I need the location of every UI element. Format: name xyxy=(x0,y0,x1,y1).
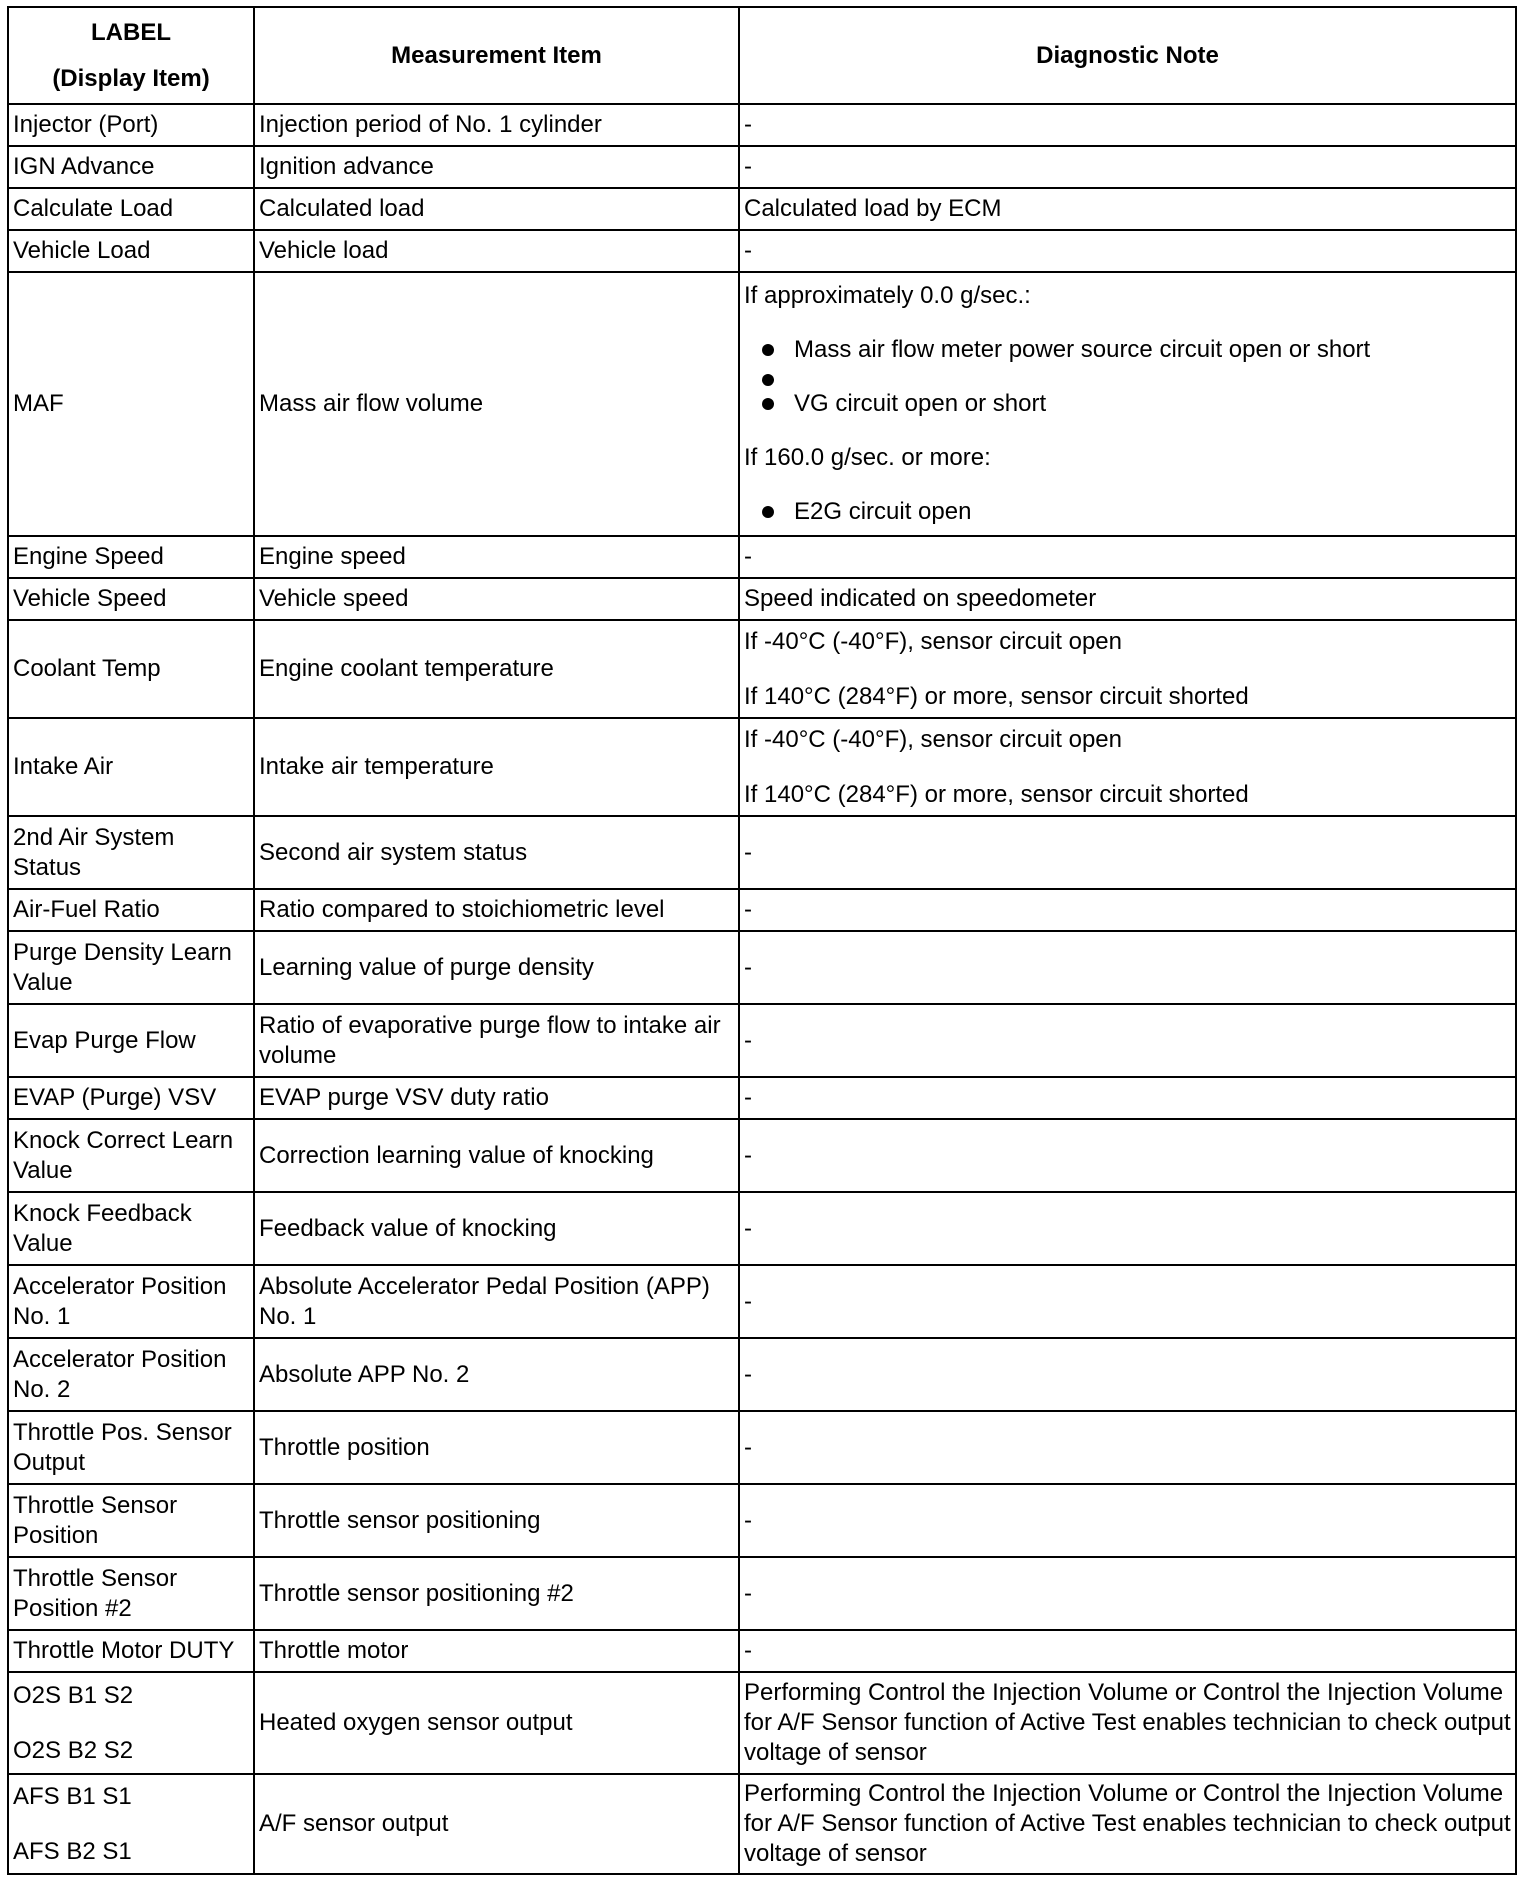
table-row xyxy=(8,1672,1516,1774)
label-cell: Accelerator Position No. 1 xyxy=(8,1265,254,1338)
table-row xyxy=(8,889,1516,931)
table-row xyxy=(8,1557,1516,1630)
label-cell: Throttle Sensor Position #2 xyxy=(8,1557,254,1630)
label-line: O2S B2 S2 xyxy=(13,1736,134,1764)
label-cell: Intake Air xyxy=(8,718,254,816)
note-cell: - xyxy=(739,1119,1516,1192)
note-cell: - xyxy=(739,230,1516,272)
label-cell: Evap Purge Flow xyxy=(8,1004,254,1077)
table-row xyxy=(8,1077,1516,1119)
measurement-cell: Learning value of purge density xyxy=(254,931,739,1004)
bullet-item: E2G circuit open xyxy=(762,497,1511,527)
table-row xyxy=(8,1004,1516,1077)
header-diagnostic-note: Diagnostic Note xyxy=(739,7,1516,104)
label-cell: MAF xyxy=(8,272,254,536)
label-cell: EVAP (Purge) VSV xyxy=(8,1077,254,1119)
label-line: AFS B2 S1 xyxy=(13,1837,132,1865)
note-cell: - xyxy=(739,1411,1516,1484)
header-label-line1: LABEL xyxy=(91,18,171,46)
note-cell: - xyxy=(739,1484,1516,1557)
label-cell: Air-Fuel Ratio xyxy=(8,889,254,931)
measurement-cell: Second air system status xyxy=(254,816,739,889)
note-line: If -40°C (-40°F), sensor circuit open xyxy=(744,627,1122,655)
measurement-cell: A/F sensor output xyxy=(254,1774,739,1874)
table-row xyxy=(8,816,1516,889)
header-label-line2: (Display Item) xyxy=(52,64,210,92)
measurement-cell: Vehicle load xyxy=(254,230,739,272)
label-cell: Calculate Load xyxy=(8,188,254,230)
header-row xyxy=(8,7,1516,104)
measurement-cell: Engine coolant temperature xyxy=(254,620,739,718)
measurement-cell: Ignition advance xyxy=(254,146,739,188)
label-cell xyxy=(8,1672,254,1774)
note-line: If approximately 0.0 g/sec.: xyxy=(744,282,1031,309)
table-row xyxy=(8,146,1516,188)
bullet-list xyxy=(744,335,1511,419)
table-row xyxy=(8,1630,1516,1672)
note-cell: Speed indicated on speedometer xyxy=(739,578,1516,620)
measurement-cell: EVAP purge VSV duty ratio xyxy=(254,1077,739,1119)
header-label xyxy=(8,7,254,104)
note-cell: - xyxy=(739,1077,1516,1119)
table-row xyxy=(8,104,1516,146)
table-row xyxy=(8,1338,1516,1411)
measurement-cell: Throttle sensor positioning xyxy=(254,1484,739,1557)
table-row xyxy=(8,188,1516,230)
note-cell xyxy=(739,718,1516,816)
bullet-list xyxy=(744,497,1511,527)
measurement-cell: Throttle motor xyxy=(254,1630,739,1672)
label-cell: Knock Correct Learn Value xyxy=(8,1119,254,1192)
measurement-cell: Absolute Accelerator Pedal Position (APP) No. 1 xyxy=(254,1265,739,1338)
data-list-table xyxy=(7,6,1517,1875)
measurement-cell: Vehicle speed xyxy=(254,578,739,620)
note-cell xyxy=(739,272,1516,536)
table-row xyxy=(8,230,1516,272)
measurement-cell: Absolute APP No. 2 xyxy=(254,1338,739,1411)
label-cell: Purge Density Learn Value xyxy=(8,931,254,1004)
measurement-cell: Injection period of No. 1 cylinder xyxy=(254,104,739,146)
label-cell: Engine Speed xyxy=(8,536,254,578)
label-cell xyxy=(8,1774,254,1874)
measurement-cell: Correction learning value of knocking xyxy=(254,1119,739,1192)
note-cell: - xyxy=(739,536,1516,578)
measurement-cell: Mass air flow volume xyxy=(254,272,739,536)
table-row xyxy=(8,1119,1516,1192)
table-row xyxy=(8,272,1516,536)
table-row xyxy=(8,718,1516,816)
measurement-cell: Ratio compared to stoichiometric level xyxy=(254,889,739,931)
note-cell: - xyxy=(739,1630,1516,1672)
label-cell: Throttle Motor DUTY xyxy=(8,1630,254,1672)
note-cell: - xyxy=(739,1265,1516,1338)
header-measurement-item: Measurement Item xyxy=(254,7,739,104)
table-row xyxy=(8,620,1516,718)
table-row xyxy=(8,931,1516,1004)
note-cell: - xyxy=(739,816,1516,889)
note-cell: - xyxy=(739,1192,1516,1265)
label-cell: IGN Advance xyxy=(8,146,254,188)
table-row xyxy=(8,578,1516,620)
table-row xyxy=(8,1411,1516,1484)
label-cell: Vehicle Load xyxy=(8,230,254,272)
measurement-cell: Throttle sensor positioning #2 xyxy=(254,1557,739,1630)
note-cell: - xyxy=(739,104,1516,146)
table-row xyxy=(8,1265,1516,1338)
table-row xyxy=(8,536,1516,578)
table-row xyxy=(8,1484,1516,1557)
table-row xyxy=(8,1192,1516,1265)
note-cell: - xyxy=(739,1004,1516,1077)
measurement-cell: Throttle position xyxy=(254,1411,739,1484)
label-cell: Coolant Temp xyxy=(8,620,254,718)
bullet-item: VG circuit open or short xyxy=(762,389,1511,419)
note-cell xyxy=(739,620,1516,718)
note-cell: - xyxy=(739,146,1516,188)
label-cell: Throttle Pos. Sensor Output xyxy=(8,1411,254,1484)
measurement-cell: Calculated load xyxy=(254,188,739,230)
note-cell: - xyxy=(739,1338,1516,1411)
note-line: If -40°C (-40°F), sensor circuit open xyxy=(744,725,1122,753)
note-line: If 140°C (284°F) or more, sensor circuit shorted xyxy=(744,682,1249,710)
note-cell: - xyxy=(739,1557,1516,1630)
note-line: If 140°C (284°F) or more, sensor circuit shorted xyxy=(744,780,1249,808)
table-row xyxy=(8,1774,1516,1874)
note-cell: Calculated load by ECM xyxy=(739,188,1516,230)
note-cell: Performing Control the Injection Volume or Control the Injection Volume for A/F Sensor function of Active Test enables technician to check output voltage of sensor xyxy=(739,1774,1516,1874)
note-cell: - xyxy=(739,931,1516,1004)
measurement-cell: Ratio of evaporative purge flow to intake air volume xyxy=(254,1004,739,1077)
label-line: O2S B1 S2 xyxy=(13,1681,134,1709)
note-cell: Performing Control the Injection Volume or Control the Injection Volume for A/F Sensor function of Active Test enables technician to check output voltage of sensor xyxy=(739,1672,1516,1774)
measurement-cell: Feedback value of knocking xyxy=(254,1192,739,1265)
label-cell: Accelerator Position No. 2 xyxy=(8,1338,254,1411)
bullet-item: Mass air flow meter power source circuit open or short xyxy=(762,335,1511,365)
label-cell: Injector (Port) xyxy=(8,104,254,146)
label-cell: Vehicle Speed xyxy=(8,578,254,620)
label-cell: Throttle Sensor Position xyxy=(8,1484,254,1557)
measurement-cell: Intake air temperature xyxy=(254,718,739,816)
note-line: If 160.0 g/sec. or more: xyxy=(744,444,991,471)
note-cell: - xyxy=(739,889,1516,931)
measurement-cell: Engine speed xyxy=(254,536,739,578)
label-cell: 2nd Air System Status xyxy=(8,816,254,889)
label-line: AFS B1 S1 xyxy=(13,1782,132,1810)
diagnostic-data-table-sheet xyxy=(7,6,1515,1875)
label-cell: Knock Feedback Value xyxy=(8,1192,254,1265)
measurement-cell: Heated oxygen sensor output xyxy=(254,1672,739,1774)
